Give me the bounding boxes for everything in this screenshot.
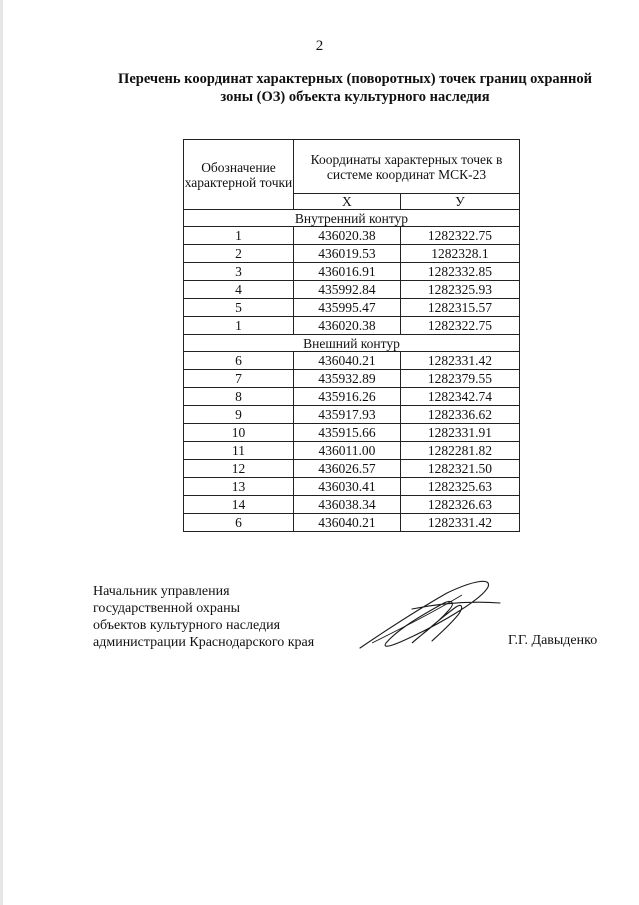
signer-position-line: Начальник управления	[93, 584, 230, 599]
table-row	[184, 478, 520, 496]
header-x: Х	[294, 194, 401, 210]
header-coordinates: Координаты характерных точек в системе координат МСК-23	[294, 140, 520, 194]
signer-position-line: объектов культурного наследия	[93, 618, 281, 633]
signer-position-line: государственной охраны	[93, 601, 241, 616]
header-y: У	[400, 194, 519, 210]
coordinates-table	[183, 139, 520, 532]
table-row	[184, 514, 520, 532]
point-cell: 5	[184, 299, 294, 317]
y-coordinate-cell: 1282315.57	[400, 299, 519, 317]
point-cell: 9	[184, 406, 294, 424]
table-row	[184, 317, 520, 335]
y-coordinate-cell: 1282326.63	[400, 496, 519, 514]
x-coordinate-cell: 436030.41	[294, 478, 401, 496]
document-title	[95, 70, 615, 106]
x-coordinate-cell: 436016.91	[294, 263, 401, 281]
table-row	[184, 460, 520, 478]
document-title-line-1: Перечень координат характерных (поворотных) точек границ охранной	[118, 71, 592, 87]
point-cell: 10	[184, 424, 294, 442]
section-title: Внутренний контур	[184, 210, 520, 227]
signer-name: Г.Г. Давыденко	[508, 633, 598, 648]
table-row	[184, 424, 520, 442]
document-title-line-2: зоны (ОЗ) объекта культурного наследия	[220, 89, 490, 105]
x-coordinate-cell: 436019.53	[294, 245, 401, 263]
y-coordinate-cell: 1282336.62	[400, 406, 519, 424]
table-row	[184, 388, 520, 406]
x-coordinate-cell: 436040.21	[294, 352, 401, 370]
section-row	[184, 210, 520, 227]
point-cell: 14	[184, 496, 294, 514]
table-row	[184, 263, 520, 281]
y-coordinate-cell: 1282331.91	[400, 424, 519, 442]
header-designation: Обозначение характерной точки	[184, 140, 294, 210]
y-coordinate-cell: 1282342.74	[400, 388, 519, 406]
point-cell: 1	[184, 227, 294, 245]
section-title: Внешний контур	[184, 335, 520, 352]
coordinates-table-header	[184, 140, 520, 210]
point-cell: 6	[184, 514, 294, 532]
section-row	[184, 335, 520, 352]
x-coordinate-cell: 435995.47	[294, 299, 401, 317]
table-row	[184, 281, 520, 299]
table-row	[184, 352, 520, 370]
x-coordinate-cell: 436011.00	[294, 442, 401, 460]
y-coordinate-cell: 1282331.42	[400, 514, 519, 532]
x-coordinate-cell: 435992.84	[294, 281, 401, 299]
table-row	[184, 227, 520, 245]
point-cell: 11	[184, 442, 294, 460]
x-coordinate-cell: 435916.26	[294, 388, 401, 406]
point-cell: 4	[184, 281, 294, 299]
table-row	[184, 406, 520, 424]
x-coordinate-cell: 436026.57	[294, 460, 401, 478]
x-coordinate-cell: 436020.38	[294, 227, 401, 245]
point-cell: 3	[184, 263, 294, 281]
page-number: 2	[315, 38, 324, 54]
point-cell: 2	[184, 245, 294, 263]
point-cell: 12	[184, 460, 294, 478]
table-row	[184, 245, 520, 263]
signer-position-line: администрации Краснодарского края	[93, 635, 315, 650]
y-coordinate-cell: 1282332.85	[400, 263, 519, 281]
y-coordinate-cell: 1282379.55	[400, 370, 519, 388]
y-coordinate-cell: 1282331.42	[400, 352, 519, 370]
x-coordinate-cell: 436020.38	[294, 317, 401, 335]
x-coordinate-cell: 436040.21	[294, 514, 401, 532]
point-cell: 8	[184, 388, 294, 406]
point-cell: 7	[184, 370, 294, 388]
table-row	[184, 299, 520, 317]
point-cell: 1	[184, 317, 294, 335]
y-coordinate-cell: 1282281.82	[400, 442, 519, 460]
y-coordinate-cell: 1282325.63	[400, 478, 519, 496]
coordinates-table-body	[184, 210, 520, 532]
x-coordinate-cell: 436038.34	[294, 496, 401, 514]
y-coordinate-cell: 1282321.50	[400, 460, 519, 478]
y-coordinate-cell: 1282328.1	[400, 245, 519, 263]
point-cell: 13	[184, 478, 294, 496]
y-coordinate-cell: 1282322.75	[400, 227, 519, 245]
table-row	[184, 370, 520, 388]
table-row	[184, 496, 520, 514]
point-cell: 6	[184, 352, 294, 370]
page-edge-shadow	[0, 0, 3, 905]
signature-position-block	[93, 583, 373, 651]
y-coordinate-cell: 1282322.75	[400, 317, 519, 335]
x-coordinate-cell: 435932.89	[294, 370, 401, 388]
handwritten-signature	[352, 573, 502, 658]
y-coordinate-cell: 1282325.93	[400, 281, 519, 299]
x-coordinate-cell: 435917.93	[294, 406, 401, 424]
x-coordinate-cell: 435915.66	[294, 424, 401, 442]
table-row	[184, 442, 520, 460]
